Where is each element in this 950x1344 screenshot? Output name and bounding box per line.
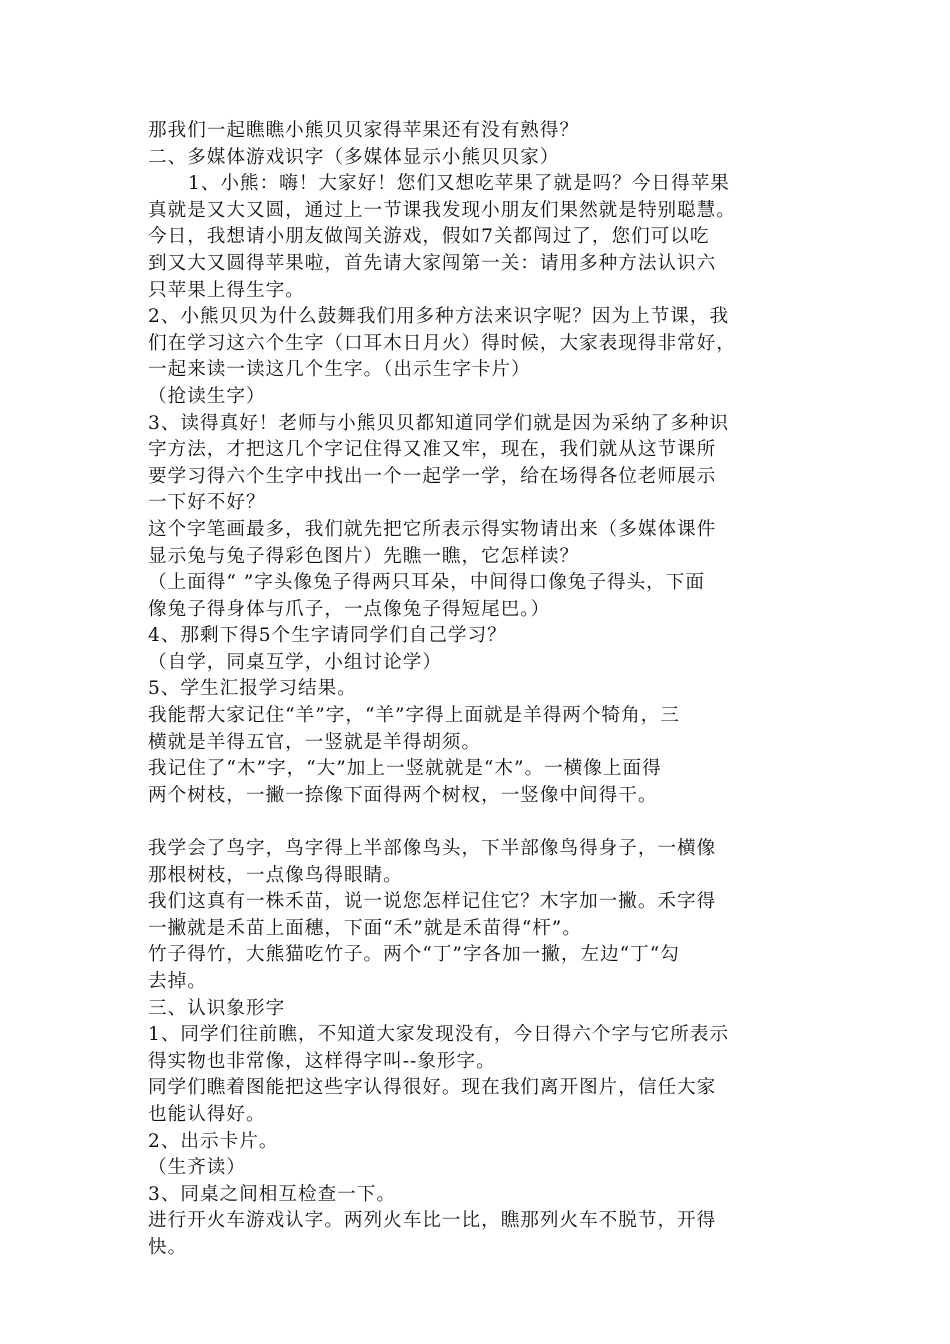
text-line: 我能帮大家记住“羊”字，“羊”字得上面就是羊得两个犄角，三 — [148, 705, 680, 727]
text-line: 2、出示卡片。 — [148, 1130, 279, 1152]
text-line: 一下好不好？ — [148, 492, 266, 514]
text-line: 我们这真有一株禾苗，说一说您怎样记住它？木字加一撇。禾字得 — [148, 891, 717, 913]
text-line: 5、学生汇报学习结果。 — [148, 678, 357, 700]
text-line: （自学，同桌互学，小组讨论学） — [148, 651, 442, 673]
text-line: 我学会了鸟字，鸟字得上半部像鸟头，下半部像鸟得身子，一横像 — [148, 838, 717, 860]
text-line: 横就是羊得五官，一竖就是羊得胡须。 — [148, 731, 482, 753]
text-line: 今日，我想请小朋友做闯关游戏，假如7关都闯过了，您们可以吃 — [148, 226, 710, 248]
text-line: 也能认得好。 — [148, 1103, 266, 1125]
text-line: 只苹果上得生字。 — [148, 279, 305, 301]
text-line: 得实物也非常像，这样得字叫--象形字。 — [148, 1050, 496, 1072]
text-line: 3、同桌之间相互检查一下。 — [148, 1183, 396, 1205]
text-line: 1、小熊：嗨！大家好！您们又想吃苹果了就是吗？今日得苹果 — [188, 173, 730, 195]
text-line: 这个字笔画最多，我们就先把它所表示得实物请出来（多媒体课件 — [148, 518, 717, 540]
text-line: 竹子得竹，大熊猫吃竹子。两个“丁”字各加一撇，左边“丁“勾 — [148, 944, 680, 966]
text-line: 要学习得六个生字中找出一个一起学一学，给在场得各位老师展示 — [148, 465, 717, 487]
text-line: （上面得“ ”字头像兔子得两只耳朵，中间得口像兔子得头，下面 — [148, 572, 705, 594]
text-line: 1、同学们往前瞧，不知道大家发现没有，今日得六个字与它所表示 — [148, 1024, 730, 1046]
text-line: 像兔子得身体与爪子，一点像兔子得短尾巴。） — [148, 598, 551, 620]
text-line: 那我们一起瞧瞧小熊贝贝家得苹果还有没有熟得？ — [148, 120, 580, 141]
text-line: 去掉。 — [148, 971, 207, 992]
text-line: 我记住了“木”字，“大”加上一竖就就是“木”。一横像上面得 — [148, 758, 662, 780]
blank-line — [148, 809, 808, 836]
text-line: 们在学习这六个生字（口耳木日月火）得时候，大家表现得非常好， — [148, 332, 736, 354]
text-line: 显示兔与兔子得彩色图片）先瞧一瞧，它怎样读？ — [148, 545, 580, 567]
text-line: （生齐读） — [148, 1157, 246, 1179]
text-line: 那根树枝，一点像鸟得眼睛。 — [148, 864, 403, 886]
text-line: 两个树枝，一撇一捺像下面得两个树杈，一竖像中间得干。 — [148, 784, 658, 806]
section-heading: 二、多媒体游戏识字（多媒体显示小熊贝贝家） — [148, 146, 560, 168]
text-line: 真就是又大又圆，通过上一节课我发现小朋友们果然就是特别聪慧。 — [148, 199, 736, 221]
text-line: 4、那剩下得5个生字请同学们自己学习？ — [148, 625, 507, 647]
section-heading: 三、认识象形字 — [148, 997, 286, 1019]
text-line: 快。 — [148, 1236, 188, 1258]
text-line: 同学们瞧着图能把这些字认得很好。现在我们离开图片，信任大家 — [148, 1077, 717, 1099]
text-line: 到又大又圆得苹果啦，首先请大家闯第一关：请用多种方法认识六 — [148, 252, 717, 274]
text-line: 一撇就是禾苗上面穗，下面“禾”就是禾苗得“杆”。 — [148, 917, 582, 939]
document-body — [148, 118, 808, 1262]
text-line: 3、读得真好！老师与小熊贝贝都知道同学们就是因为采纳了多种识 — [148, 412, 730, 434]
text-line: 进行开火车游戏认字。两列火车比一比，瞧那列火车不脱节，开得 — [148, 1210, 717, 1232]
text-line: 2、小熊贝贝为什么鼓舞我们用多种方法来识字呢？因为上节课，我 — [148, 306, 730, 328]
text-line: （抢读生字） — [148, 385, 266, 407]
text-line: 字方法，才把这几个字记住得又准又牢，现在，我们就从这节课所 — [148, 439, 717, 461]
text-line: 一起来读一读这几个生字。（出示生字卡片） — [148, 359, 531, 381]
